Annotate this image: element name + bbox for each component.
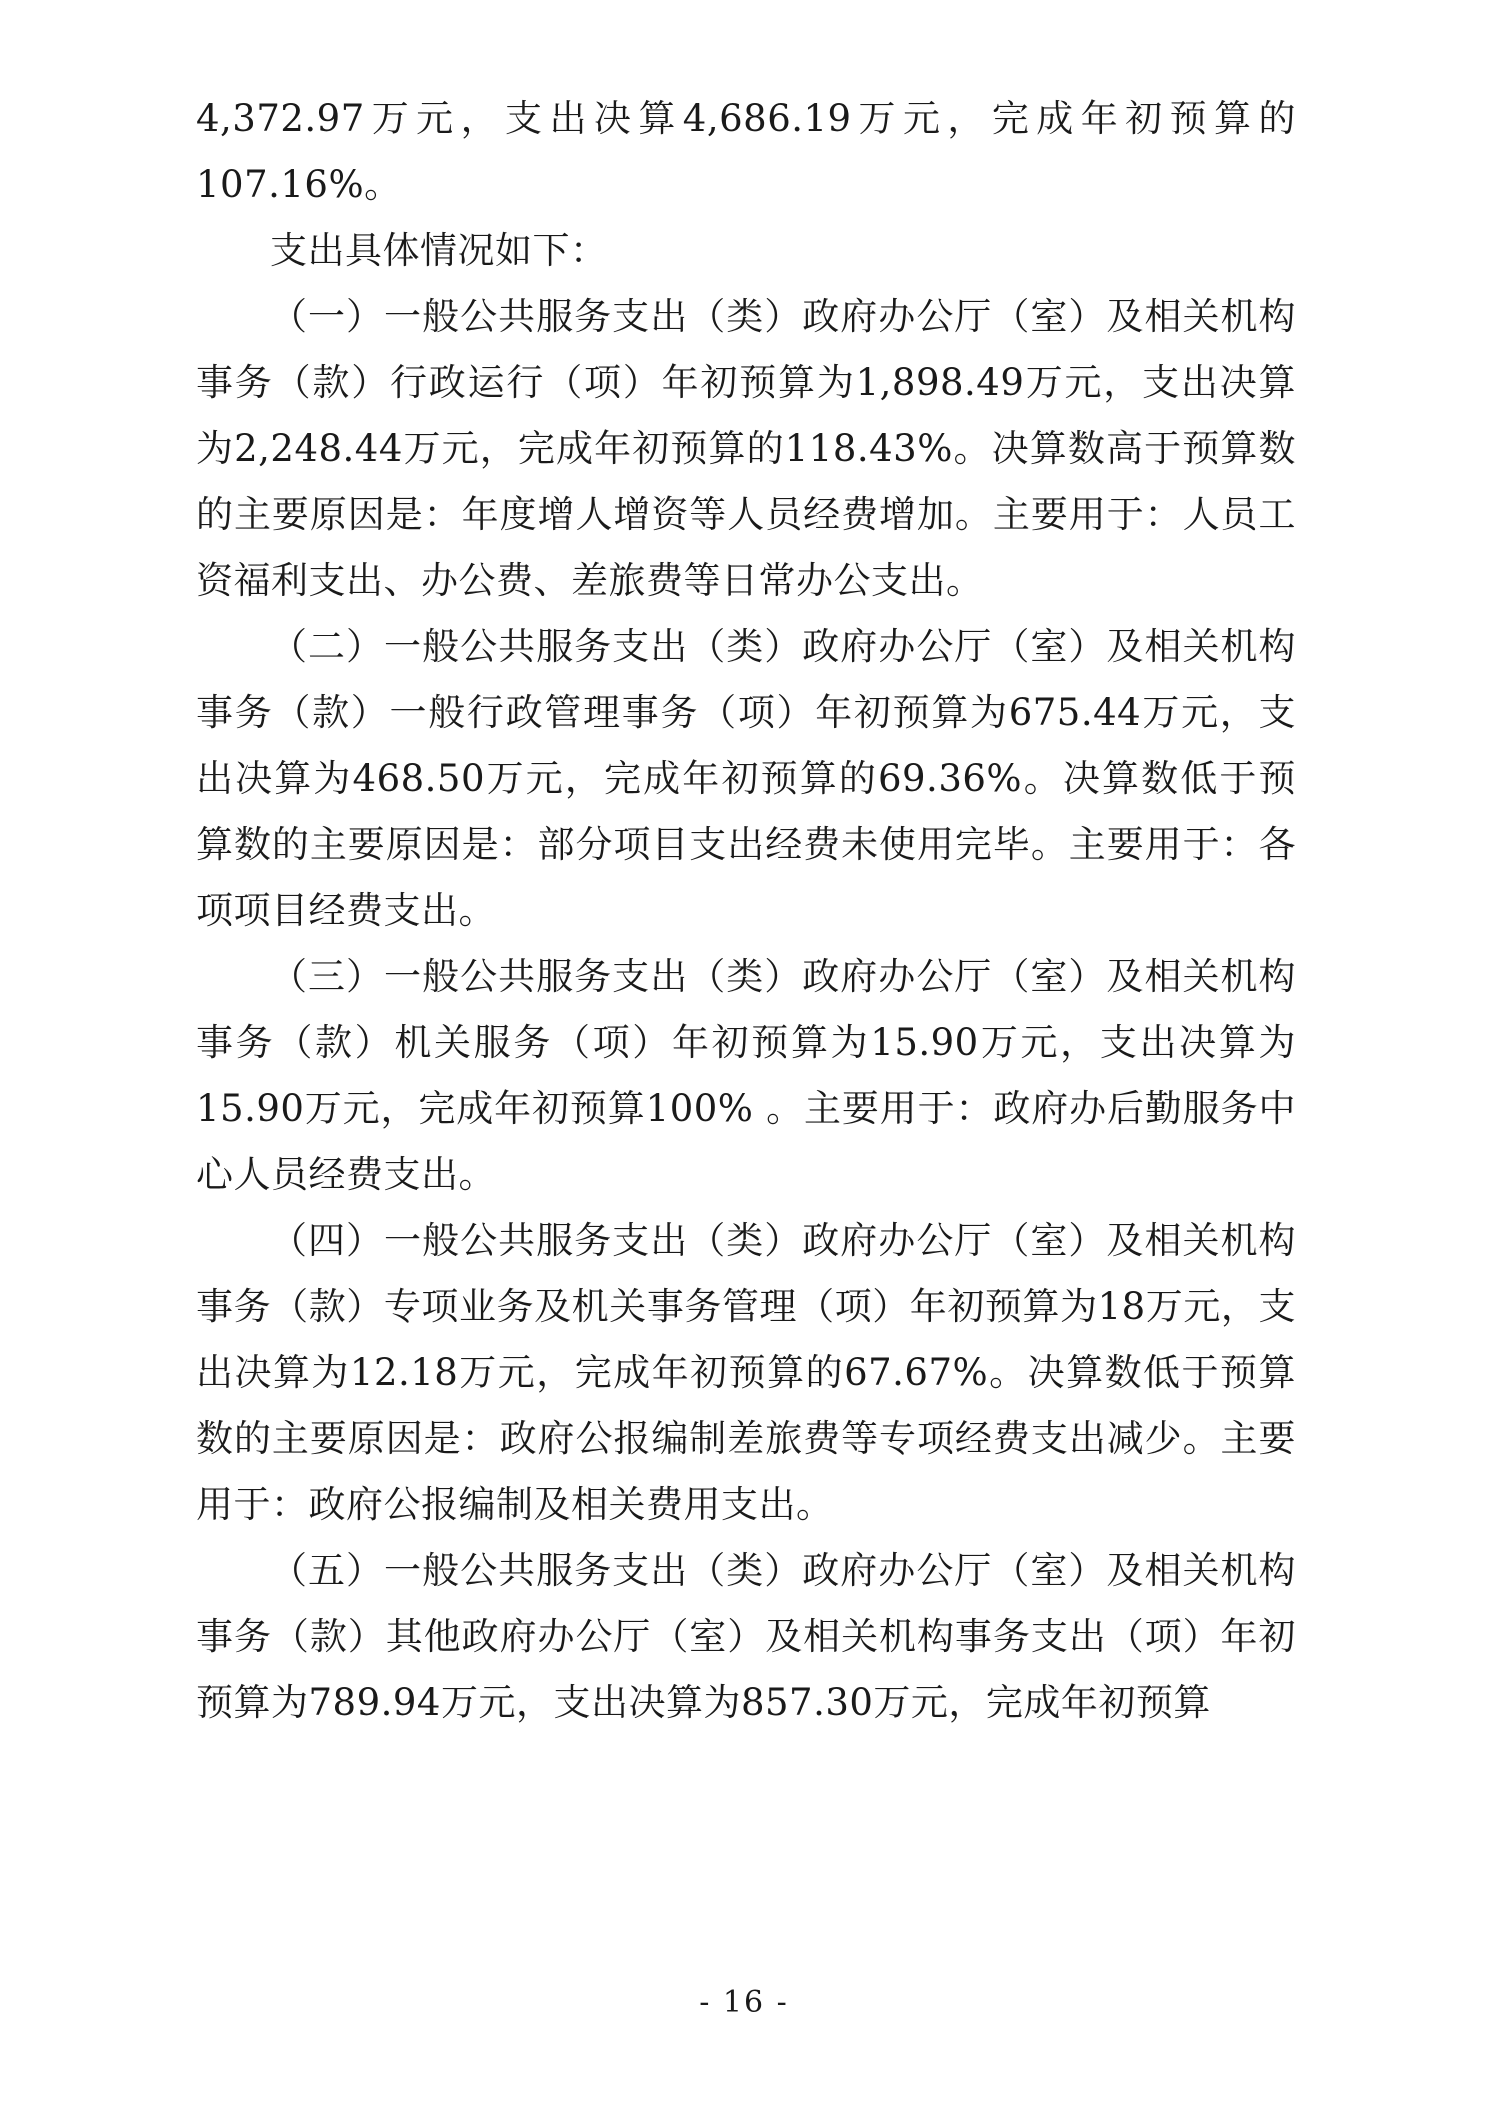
page-number: - 16 - (699, 1985, 789, 2020)
paragraph-continued: 4,372.97万元，支出决算4,686.19万元，完成年初预算的107.16%。 (196, 97, 1296, 206)
paragraph-item-5: （五）一般公共服务支出（类）政府办公厅（室）及相关机构事务（款）其他政府办公厅（室）及相关机构事务支出（项）年初预算为789.94万元，支出决算为857.30万元，完成年初预算 (196, 1549, 1296, 1724)
paragraph-item-1: （一）一般公共服务支出（类）政府办公厅（室）及相关机构事务（款）行政运行（项）年初预算为1,898.49万元，支出决算为2,248.44万元，完成年初预算的118.43%。决算数高于预算数的主要原因是：年度增人增资等人员经费增加。主要用于：人员工资福利支出、办公费、差旅费等日常办公支出。 (196, 295, 1296, 602)
paragraph-intro: 支出具体情况如下： (270, 229, 608, 272)
document-body (196, 86, 1296, 1736)
paragraph-item-4: （四）一般公共服务支出（类）政府办公厅（室）及相关机构事务（款）专项业务及机关事务管理（项）年初预算为18万元，支出决算为12.18万元，完成年初预算的67.67%。决算数低于预算数的主要原因是：政府公报编制差旅费等专项经费支出减少。主要用于：政府公报编制及相关费用支出。 (196, 1219, 1296, 1526)
paragraph-item-2: （二）一般公共服务支出（类）政府办公厅（室）及相关机构事务（款）一般行政管理事务（项）年初预算为675.44万元，支出决算为468.50万元，完成年初预算的69.36%。决算数低于预算数的主要原因是：部分项目支出经费未使用完毕。主要用于：各项项目经费支出。 (196, 625, 1296, 932)
paragraph-item-3: （三）一般公共服务支出（类）政府办公厅（室）及相关机构事务（款）机关服务（项）年初预算为15.90万元，支出决算为15.90万元，完成年初预算100% 。主要用于：政府办后勤服务中心人员经费支出。 (196, 955, 1296, 1196)
